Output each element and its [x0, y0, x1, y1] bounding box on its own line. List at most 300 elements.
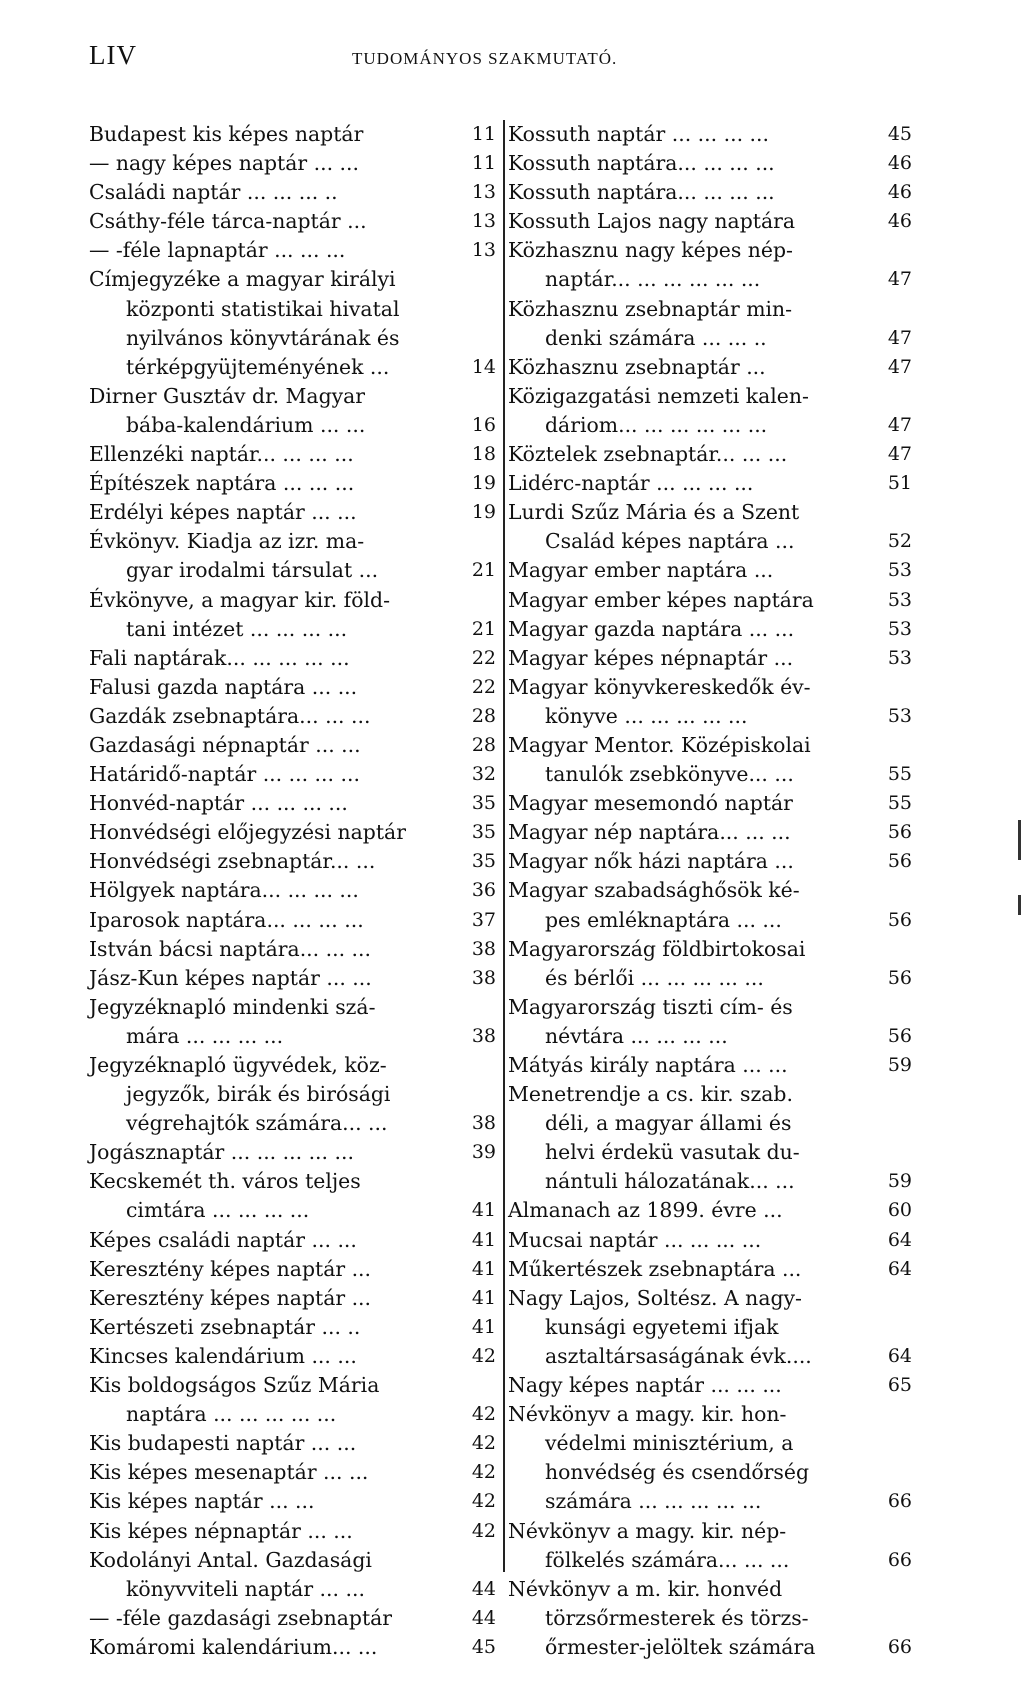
entry-page-number: 42: [471, 1519, 496, 1542]
entry-line: [89, 265, 494, 294]
entry-title: Kis budapesti naptár ... ...: [89, 1431, 357, 1456]
entry-line: [508, 178, 912, 207]
index-entry: [508, 1226, 912, 1255]
entry-line: [89, 1255, 494, 1284]
entry-title: Hölgyek naptára... ... ... ...: [89, 878, 359, 903]
entry-page-number: 59: [887, 1170, 912, 1193]
entry-page-number: 35: [471, 821, 496, 844]
entry-page-number: 35: [471, 850, 496, 873]
entry-title: Komáromi kalendárium... ...: [89, 1634, 378, 1659]
entry-line: [508, 1022, 912, 1051]
scan-mark: [1018, 895, 1021, 915]
entry-line: [89, 1400, 494, 1429]
index-entry: [89, 178, 494, 207]
entry-continuation: könyvviteli naptár ... ...: [126, 1576, 365, 1601]
index-entry: [508, 1284, 912, 1371]
entry-line: [89, 498, 494, 527]
entry-title: Jász-Kun képes naptár ... ...: [89, 965, 372, 990]
entry-continuation: központi statistikai hivatal: [126, 296, 400, 321]
entry-line: [508, 1226, 912, 1255]
entry-title: Névkönyv a m. kir. honvéd: [508, 1576, 783, 1601]
entry-page-number: 55: [887, 763, 912, 786]
index-entry: [89, 702, 494, 731]
entry-continuation: déli, a magyar állami és: [545, 1111, 792, 1136]
entry-continuation: cimtára ... ... ... ...: [126, 1198, 310, 1223]
entry-line: [508, 440, 912, 469]
entry-title: Magyar Mentor. Középiskolai: [508, 732, 811, 757]
entry-page-number: 42: [471, 1432, 496, 1455]
entry-page-number: 47: [887, 268, 912, 291]
entry-line: [89, 731, 494, 760]
index-entry: [89, 906, 494, 935]
entry-title: Gazdasági népnaptár ... ...: [89, 732, 361, 757]
index-entry: [508, 1196, 912, 1225]
entry-page-number: 47: [887, 355, 912, 378]
entry-line: [89, 295, 494, 324]
entry-line: [508, 644, 912, 673]
entry-page-number: 56: [887, 966, 912, 989]
entry-line: [508, 906, 912, 935]
entry-line: [508, 353, 912, 382]
index-entry: [89, 498, 494, 527]
entry-page-number: 46: [887, 210, 912, 233]
entry-page-number: 47: [887, 326, 912, 349]
entry-line: [508, 411, 912, 440]
entry-line: [508, 847, 912, 876]
entry-continuation: számára ... ... ... ... ...: [545, 1489, 762, 1514]
entry-page-number: 64: [887, 1228, 912, 1251]
entry-continuation: és bérlői ... ... ... ... ...: [545, 965, 764, 990]
entry-line: [508, 1604, 912, 1633]
index-entry: [89, 1284, 494, 1313]
entry-line: [508, 1313, 912, 1342]
entry-title: Képes családi naptár ... ...: [89, 1227, 357, 1252]
entry-title: Kossuth naptára... ... ... ...: [508, 180, 775, 205]
entry-line: [89, 411, 494, 440]
entry-page-number: 41: [471, 1286, 496, 1309]
index-entry: [89, 847, 494, 876]
index-entry: [508, 818, 912, 847]
entry-page-number: 52: [887, 530, 912, 553]
entry-page-number: 56: [887, 850, 912, 873]
entry-page-number: 45: [887, 123, 912, 145]
entry-line: [89, 120, 494, 149]
entry-title: Közhasznu zsebnaptár ...: [508, 354, 766, 379]
entry-page-number: 42: [471, 1403, 496, 1426]
entry-line: [89, 876, 494, 905]
entry-title: Magyar gazda naptára ... ...: [508, 616, 795, 641]
index-entry: [89, 876, 494, 905]
entry-page-number: 16: [471, 413, 496, 436]
running-title: TUDOMÁNYOS SZAKMUTATÓ.: [352, 49, 618, 68]
entry-title: Falusi gazda naptára ... ...: [89, 674, 358, 699]
index-entry: [508, 469, 912, 498]
entry-line: [508, 1371, 912, 1400]
entry-page-number: 64: [887, 1344, 912, 1367]
entry-line: [508, 236, 912, 265]
entry-line: [508, 993, 912, 1022]
entry-continuation: dáriom... ... ... ... ... ...: [545, 412, 768, 437]
index-entry: [508, 935, 912, 993]
entry-title: Honvédségi előjegyzési naptár: [89, 820, 406, 845]
entry-title: Almanach az 1899. évre ...: [508, 1198, 783, 1223]
entry-line: [508, 1284, 912, 1313]
entry-line: [89, 1313, 494, 1342]
index-entry: [89, 1313, 494, 1342]
entry-continuation: kunsági egyetemi ifjak: [545, 1314, 779, 1339]
entry-page-number: 18: [471, 443, 496, 466]
index-entry: [508, 440, 912, 469]
entry-continuation: tanulók zsebkönyve... ...: [545, 762, 794, 787]
entry-continuation: denki számára ... ... ..: [545, 325, 767, 350]
index-entry: [508, 178, 912, 207]
entry-line: [508, 964, 912, 993]
entry-page-number: 46: [887, 181, 912, 204]
entry-page-number: 56: [887, 1024, 912, 1047]
index-entry: [89, 586, 494, 644]
entry-line: [508, 1255, 912, 1284]
entry-title: Jogásznaptár ... ... ... ... ...: [89, 1140, 354, 1165]
index-entry: [508, 876, 912, 934]
entry-title: Magyar ember naptára ...: [508, 558, 774, 583]
entry-title: Határidő-naptár ... ... ... ...: [89, 762, 360, 787]
index-entry: [89, 149, 494, 178]
index-entry: [89, 527, 494, 585]
entry-line: [508, 818, 912, 847]
entry-line: [508, 324, 912, 353]
entry-line: [89, 1633, 494, 1662]
entry-page-number: 38: [471, 1112, 496, 1135]
entry-page-number: 28: [471, 704, 496, 727]
index-entry: [89, 1633, 494, 1662]
index-entry: [89, 644, 494, 673]
entry-continuation: tani intézet ... ... ... ...: [126, 616, 348, 641]
entry-line: [89, 760, 494, 789]
entry-page-number: 66: [887, 1490, 912, 1513]
entry-page-number: 42: [471, 1344, 496, 1367]
entry-line: [89, 527, 494, 556]
entry-line: [89, 964, 494, 993]
entry-continuation: őrmester-jelöltek számára: [545, 1634, 816, 1659]
entry-page-number: 46: [887, 152, 912, 175]
entry-title: Csáthy-féle tárca-naptár ...: [89, 209, 367, 234]
entry-line: [89, 847, 494, 876]
entry-title: Kis képes mesenaptár ... ...: [89, 1460, 369, 1485]
entry-title: Közhasznu nagy képes nép-: [508, 238, 793, 263]
entry-line: [508, 295, 912, 324]
entry-line: [508, 1400, 912, 1429]
page-number: LIV: [89, 40, 137, 70]
entry-title: Budapest kis képes naptár: [89, 122, 364, 146]
entry-continuation: mára ... ... ... ...: [126, 1023, 284, 1048]
entry-title: Kossuth naptár ... ... ... ...: [508, 122, 769, 146]
entry-page-number: 11: [471, 123, 496, 145]
entry-title: Magyar mesemondó naptár: [508, 791, 793, 816]
entry-title: Erdélyi képes naptár ... ...: [89, 500, 357, 525]
index-entry: [89, 1517, 494, 1546]
index-entry: [508, 993, 912, 1051]
entry-page-number: 41: [471, 1257, 496, 1280]
index-entry: [508, 789, 912, 818]
entry-line: [89, 1080, 494, 1109]
entry-page-number: 22: [471, 646, 496, 669]
entry-line: [508, 702, 912, 731]
entry-title: Fali naptárak... ... ... ... ...: [89, 645, 350, 670]
index-entry: [508, 1255, 912, 1284]
entry-line: [89, 644, 494, 673]
entry-line: [89, 1167, 494, 1196]
entry-title: Magyarország tiszti cím- és: [508, 994, 793, 1019]
index-entry: [89, 1546, 494, 1604]
index-entry: [89, 1429, 494, 1458]
entry-page-number: 56: [887, 821, 912, 844]
index-entry: [508, 149, 912, 178]
entry-line: [508, 1109, 912, 1138]
entry-line: [89, 1371, 494, 1400]
entry-line: [508, 527, 912, 556]
entry-line: [89, 1575, 494, 1604]
entry-title: Keresztény képes naptár ...: [89, 1285, 372, 1310]
entry-page-number: 59: [887, 1054, 912, 1076]
entry-page-number: 28: [471, 733, 496, 756]
entry-line: [89, 1604, 494, 1633]
entry-title: Honvéd-naptár ... ... ... ...: [89, 791, 348, 816]
entry-line: [508, 382, 912, 411]
entry-title: Jegyzéknapló mindenki szá-: [89, 994, 376, 1019]
entry-page-number: 66: [887, 1548, 912, 1571]
entry-title: Magyar nők házi naptára ...: [508, 849, 794, 874]
entry-line: [89, 906, 494, 935]
entry-page-number: 64: [887, 1257, 912, 1280]
index-entry: [89, 935, 494, 964]
entry-page-number: 53: [887, 704, 912, 727]
entry-title: Kodolányi Antal. Gazdasági: [89, 1547, 372, 1572]
entry-line: [89, 440, 494, 469]
index-entry: [508, 1575, 912, 1662]
entry-title: István bácsi naptára... ... ...: [89, 936, 371, 961]
entry-line: [508, 1429, 912, 1458]
entry-line: [89, 207, 494, 236]
entry-continuation: honvédség és csendőrség: [545, 1460, 810, 1485]
entry-page-number: 51: [887, 472, 912, 495]
entry-continuation: naptára ... ... ... ... ...: [126, 1402, 337, 1427]
entry-line: [508, 1458, 912, 1487]
index-entry: [89, 760, 494, 789]
entry-page-number: 66: [887, 1635, 912, 1658]
entry-page-number: 53: [887, 559, 912, 582]
entry-line: [89, 149, 494, 178]
index-entry: [89, 1167, 494, 1225]
entry-line: [89, 586, 494, 615]
entry-title: Iparosok naptára... ... ... ...: [89, 907, 364, 932]
entry-page-number: 38: [471, 1024, 496, 1047]
entry-line: [89, 469, 494, 498]
entry-line: [89, 818, 494, 847]
entry-line: [89, 789, 494, 818]
entry-continuation: helvi érdekü vasutak du-: [545, 1140, 800, 1165]
entry-title: Névkönyv a magy. kir. nép-: [508, 1518, 787, 1543]
entry-page-number: 14: [471, 355, 496, 378]
entry-page-number: 53: [887, 617, 912, 640]
entry-page-number: 21: [471, 617, 496, 640]
entry-title: Menetrendje a cs. kir. szab.: [508, 1082, 793, 1107]
entry-title: Magyarország földbirtokosai: [508, 936, 806, 961]
entry-line: [508, 498, 912, 527]
entry-line: [89, 324, 494, 353]
index-entry: [89, 265, 494, 381]
index-entry: [89, 731, 494, 760]
entry-line: [89, 993, 494, 1022]
index-entry: [508, 1400, 912, 1516]
index-entry: [89, 789, 494, 818]
entry-title: Kossuth Lajos nagy naptára: [508, 209, 796, 234]
entry-title: Magyar könyvkereskedők év-: [508, 674, 811, 699]
index-entry: [89, 1487, 494, 1516]
entry-line: [89, 1487, 494, 1516]
index-column-right: [508, 120, 912, 1662]
page-header: [89, 40, 649, 80]
entry-page-number: 45: [471, 1635, 496, 1658]
entry-line: [508, 1138, 912, 1167]
entry-line: [89, 236, 494, 265]
entry-title: Nagy Lajos, Soltész. A nagy-: [508, 1285, 802, 1310]
entry-continuation: végrehajtók számára... ...: [126, 1111, 388, 1136]
entry-title: Kis képes naptár ... ...: [89, 1489, 315, 1514]
index-entry: [89, 207, 494, 236]
entry-line: [89, 1284, 494, 1313]
entry-continuation: pes emléknaptára ... ...: [545, 907, 782, 932]
entry-page-number: 21: [471, 559, 496, 582]
entry-title: Évkönyve, a magyar kir. föld-: [89, 587, 390, 612]
entry-line: [508, 207, 912, 236]
entry-page-number: 42: [471, 1490, 496, 1513]
entry-title: Honvédségi zsebnaptár... ...: [89, 849, 376, 874]
entry-page-number: 47: [887, 413, 912, 436]
entry-page-number: 53: [887, 588, 912, 611]
entry-line: [508, 1517, 912, 1546]
entry-line: [508, 760, 912, 789]
entry-continuation: védelmi minisztérium, a: [545, 1431, 794, 1456]
entry-line: [89, 702, 494, 731]
entry-title: Közigazgatási nemzeti kalen-: [508, 383, 809, 408]
entry-line: [89, 382, 494, 411]
index-entry: [508, 1371, 912, 1400]
entry-line: [508, 876, 912, 905]
index-entry: [508, 382, 912, 440]
entry-title: Magyar képes népnaptár ...: [508, 645, 794, 670]
entry-line: [508, 731, 912, 760]
entry-page-number: 39: [471, 1141, 496, 1164]
entry-title: Jegyzéknapló ügyvédek, köz-: [89, 1053, 387, 1077]
entry-page-number: 38: [471, 937, 496, 960]
index-entry: [508, 847, 912, 876]
entry-line: [89, 1429, 494, 1458]
entry-line: [508, 469, 912, 498]
entry-line: [508, 1080, 912, 1109]
index-entry: [89, 1371, 494, 1429]
entry-continuation: gyar irodalmi társulat ...: [126, 558, 379, 583]
index-entry: [89, 1138, 494, 1167]
entry-page-number: 41: [471, 1315, 496, 1338]
entry-line: [89, 673, 494, 702]
entry-line: [508, 1546, 912, 1575]
entry-line: [508, 789, 912, 818]
entry-title: Közhasznu zsebnaptár min-: [508, 296, 793, 321]
index-entry: [89, 440, 494, 469]
entry-title: Köztelek zsebnaptár... ... ...: [508, 442, 788, 467]
entry-title: Címjegyzéke a magyar királyi: [89, 267, 396, 292]
index-entry: [89, 818, 494, 847]
entry-line: [508, 120, 912, 149]
entry-line: [508, 1196, 912, 1225]
entry-line: [89, 615, 494, 644]
entry-title: Magyar szabadsághősök ké-: [508, 878, 800, 903]
entry-line: [89, 935, 494, 964]
index-entry: [508, 498, 912, 556]
entry-page-number: 37: [471, 908, 496, 931]
entry-line: [89, 1342, 494, 1371]
index-column-left: [89, 120, 494, 1662]
entry-line: [508, 149, 912, 178]
entry-page-number: 47: [887, 443, 912, 466]
entry-page-number: 55: [887, 792, 912, 815]
entry-title: Műkertészek zsebnaptára ...: [508, 1256, 802, 1281]
entry-continuation: naptár... ... ... ... ... ...: [545, 267, 761, 292]
entry-continuation: Család képes naptára ...: [545, 529, 795, 554]
entry-line: [508, 1051, 912, 1080]
entry-title: Lidérc-naptár ... ... ... ...: [508, 471, 754, 496]
entry-page-number: 42: [471, 1461, 496, 1484]
entry-title: Dirner Gusztáv dr. Magyar: [89, 383, 366, 408]
entry-title: Nagy képes naptár ... ... ...: [508, 1373, 782, 1398]
index-entry: [89, 964, 494, 993]
index-entry: [508, 731, 912, 789]
entry-page-number: 36: [471, 879, 496, 902]
entry-line: [508, 673, 912, 702]
index-entry: [89, 120, 494, 149]
entry-title: Kincses kalendárium ... ...: [89, 1343, 357, 1368]
entry-continuation: könyve ... ... ... ... ...: [545, 703, 748, 728]
index-entry: [89, 1255, 494, 1284]
entry-continuation: nyilvános könyvtárának és: [126, 325, 400, 350]
entry-line: [508, 935, 912, 964]
entry-page-number: 19: [471, 501, 496, 524]
index-entry: [89, 673, 494, 702]
entry-page-number: 65: [887, 1374, 912, 1397]
entry-title: Névkönyv a magy. kir. hon-: [508, 1402, 787, 1427]
entry-title: Mucsai naptár ... ... ... ...: [508, 1227, 762, 1252]
entry-line: [508, 1167, 912, 1196]
index-entry: [508, 207, 912, 236]
entry-page-number: 60: [887, 1199, 912, 1222]
scan-mark: [1018, 820, 1021, 860]
entry-title: — nagy képes naptár ... ...: [89, 151, 359, 176]
entry-line: [89, 556, 494, 585]
entry-line: [89, 1022, 494, 1051]
entry-continuation: térképgyüjteményének ...: [126, 354, 390, 379]
entry-line: [508, 1633, 912, 1662]
index-entry: [508, 673, 912, 731]
index-entry: [89, 993, 494, 1051]
entry-line: [89, 1051, 494, 1080]
entry-page-number: 56: [887, 908, 912, 931]
entry-page-number: 44: [471, 1606, 496, 1629]
entry-continuation: asztaltársaságának évk....: [545, 1343, 812, 1368]
entry-page-number: 13: [471, 239, 496, 262]
index-entry: [89, 1604, 494, 1633]
entry-page-number: 41: [471, 1228, 496, 1251]
entry-page-number: 13: [471, 181, 496, 204]
